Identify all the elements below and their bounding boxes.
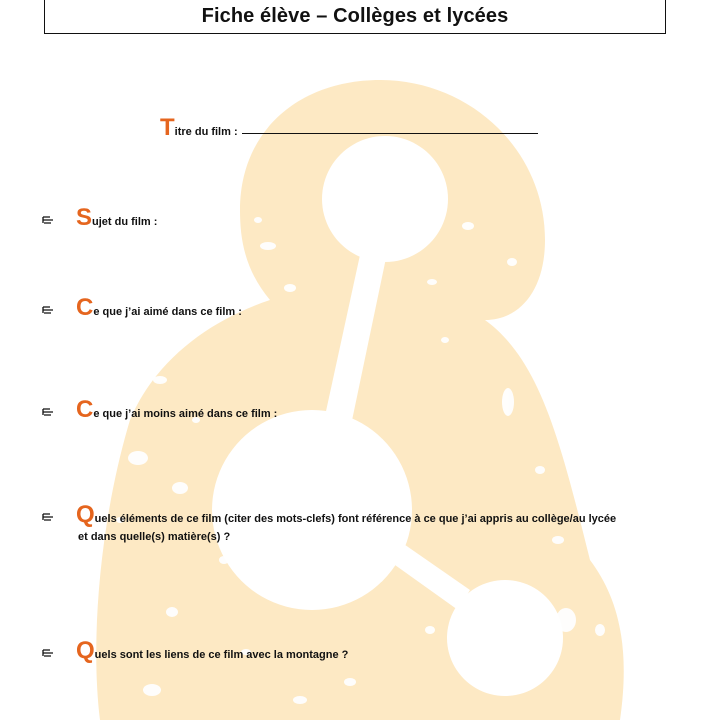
question-subject (76, 206, 157, 230)
title-field (160, 116, 538, 140)
question-initial: Q (76, 501, 95, 528)
header-box (44, 0, 666, 34)
question-initial: C (76, 294, 94, 321)
question-text: e que j’ai aimé dans ce film : (93, 306, 242, 318)
question-continuation: et dans quelle(s) matière(s) ? (78, 531, 231, 543)
question-references (76, 503, 616, 527)
pointing-hand-icon (42, 512, 56, 522)
page-title: Fiche élève – Collèges et lycées (201, 4, 509, 27)
question-text: uels éléments de ce film (citer des mots-clefs) font référence à ce que j’ai appris au collège/au lycée (94, 513, 617, 525)
pointing-hand-icon (42, 215, 56, 225)
question-initial: Q (76, 637, 95, 664)
question-initial: S (76, 204, 93, 231)
question-disliked (76, 398, 277, 422)
title-initial: T (160, 114, 175, 141)
question-liked (76, 296, 242, 320)
pointing-hand-icon (42, 305, 56, 315)
question-text: ujet du film : (92, 216, 158, 228)
title-label: itre du film : (174, 126, 238, 138)
pointing-hand-icon (42, 648, 56, 658)
question-mountain (76, 639, 348, 663)
pointing-hand-icon (42, 407, 56, 417)
question-text: e que j’ai moins aimé dans ce film : (93, 408, 278, 420)
question-initial: C (76, 396, 94, 423)
question-text: uels sont les liens de ce film avec la montagne ? (94, 649, 349, 661)
title-input-line[interactable] (242, 133, 538, 134)
